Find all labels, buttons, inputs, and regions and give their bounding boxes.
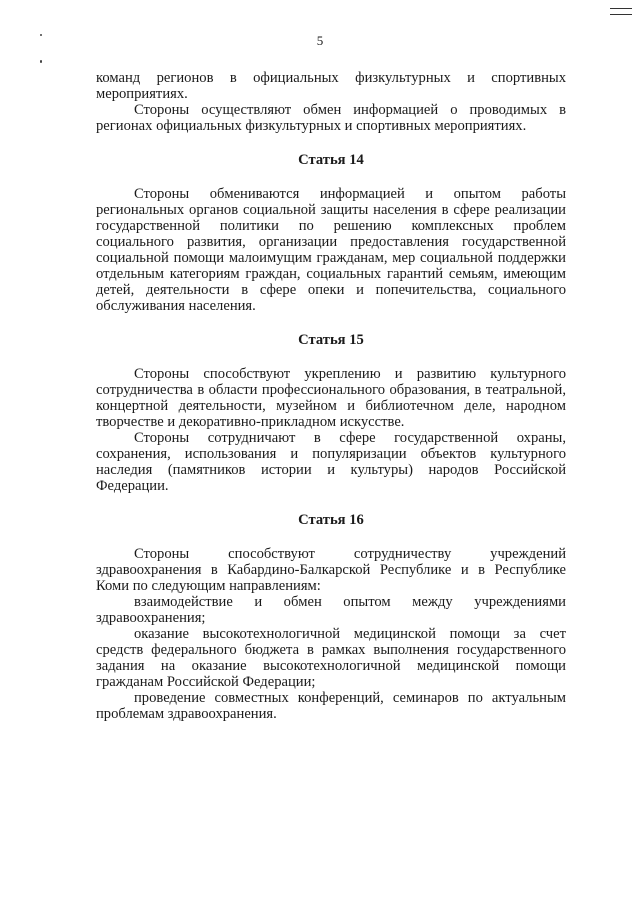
paragraph: взаимодействие и обмен опытом между учреждениями здравоохранения; bbox=[96, 594, 566, 626]
article-heading: Статья 14 bbox=[298, 152, 364, 168]
paragraph: Стороны способствуют сотрудничеству учреждений здравоохранения в Кабардино-Балкарской Республике и в Республике Коми по следующим направлениям: bbox=[96, 546, 566, 594]
paragraph: оказание высокотехнологичной медицинской помощи за счет средств федерального бюджета в рамках выполнения государственного задания на оказание высокотехнологичной медицинской помощи гражданам Российской Федерации; bbox=[96, 626, 566, 690]
paragraph: Стороны способствуют укреплению и развитию культурного сотрудничества в области профессионального образования, в театральной, концертной деятельности, музейном и библиотечном деле, народном творчестве и декоративно-прикладном искусстве. bbox=[96, 366, 566, 430]
paragraph: Стороны сотрудничают в сфере государственной охраны, сохранения, использования и популяризации объектов культурного наследия (памятников истории и культуры) народов Российской Федерации. bbox=[96, 430, 566, 494]
corner-mark bbox=[610, 8, 632, 9]
article-heading: Статья 15 bbox=[298, 332, 364, 348]
paragraph: проведение совместных конференций, семинаров по актуальным проблемам здравоохранения. bbox=[96, 690, 566, 722]
document-body bbox=[96, 70, 566, 722]
paragraph: Стороны обмениваются информацией и опытом работы региональных органов социальной защиты населения в сфере реализации государственной политики по решению комплексных проблем социального развития, организации предоставления государственной социальной помощи малоимущим гражданам, мер социальной поддержки отдельным категориям граждан, социальных гарантий семьям, имеющим детей, деятельности в сфере опеки и попечительства, социального обслуживания населения. bbox=[96, 186, 566, 314]
page-number: 5 bbox=[316, 33, 324, 48]
paragraph: команд регионов в официальных физкультурных и спортивных мероприятиях. bbox=[96, 70, 566, 102]
scan-speck bbox=[40, 60, 42, 63]
paragraph: Стороны осуществляют обмен информацией о проводимых в регионах официальных физкультурных и спортивных мероприятиях. bbox=[96, 102, 566, 134]
article-heading: Статья 16 bbox=[298, 512, 364, 528]
